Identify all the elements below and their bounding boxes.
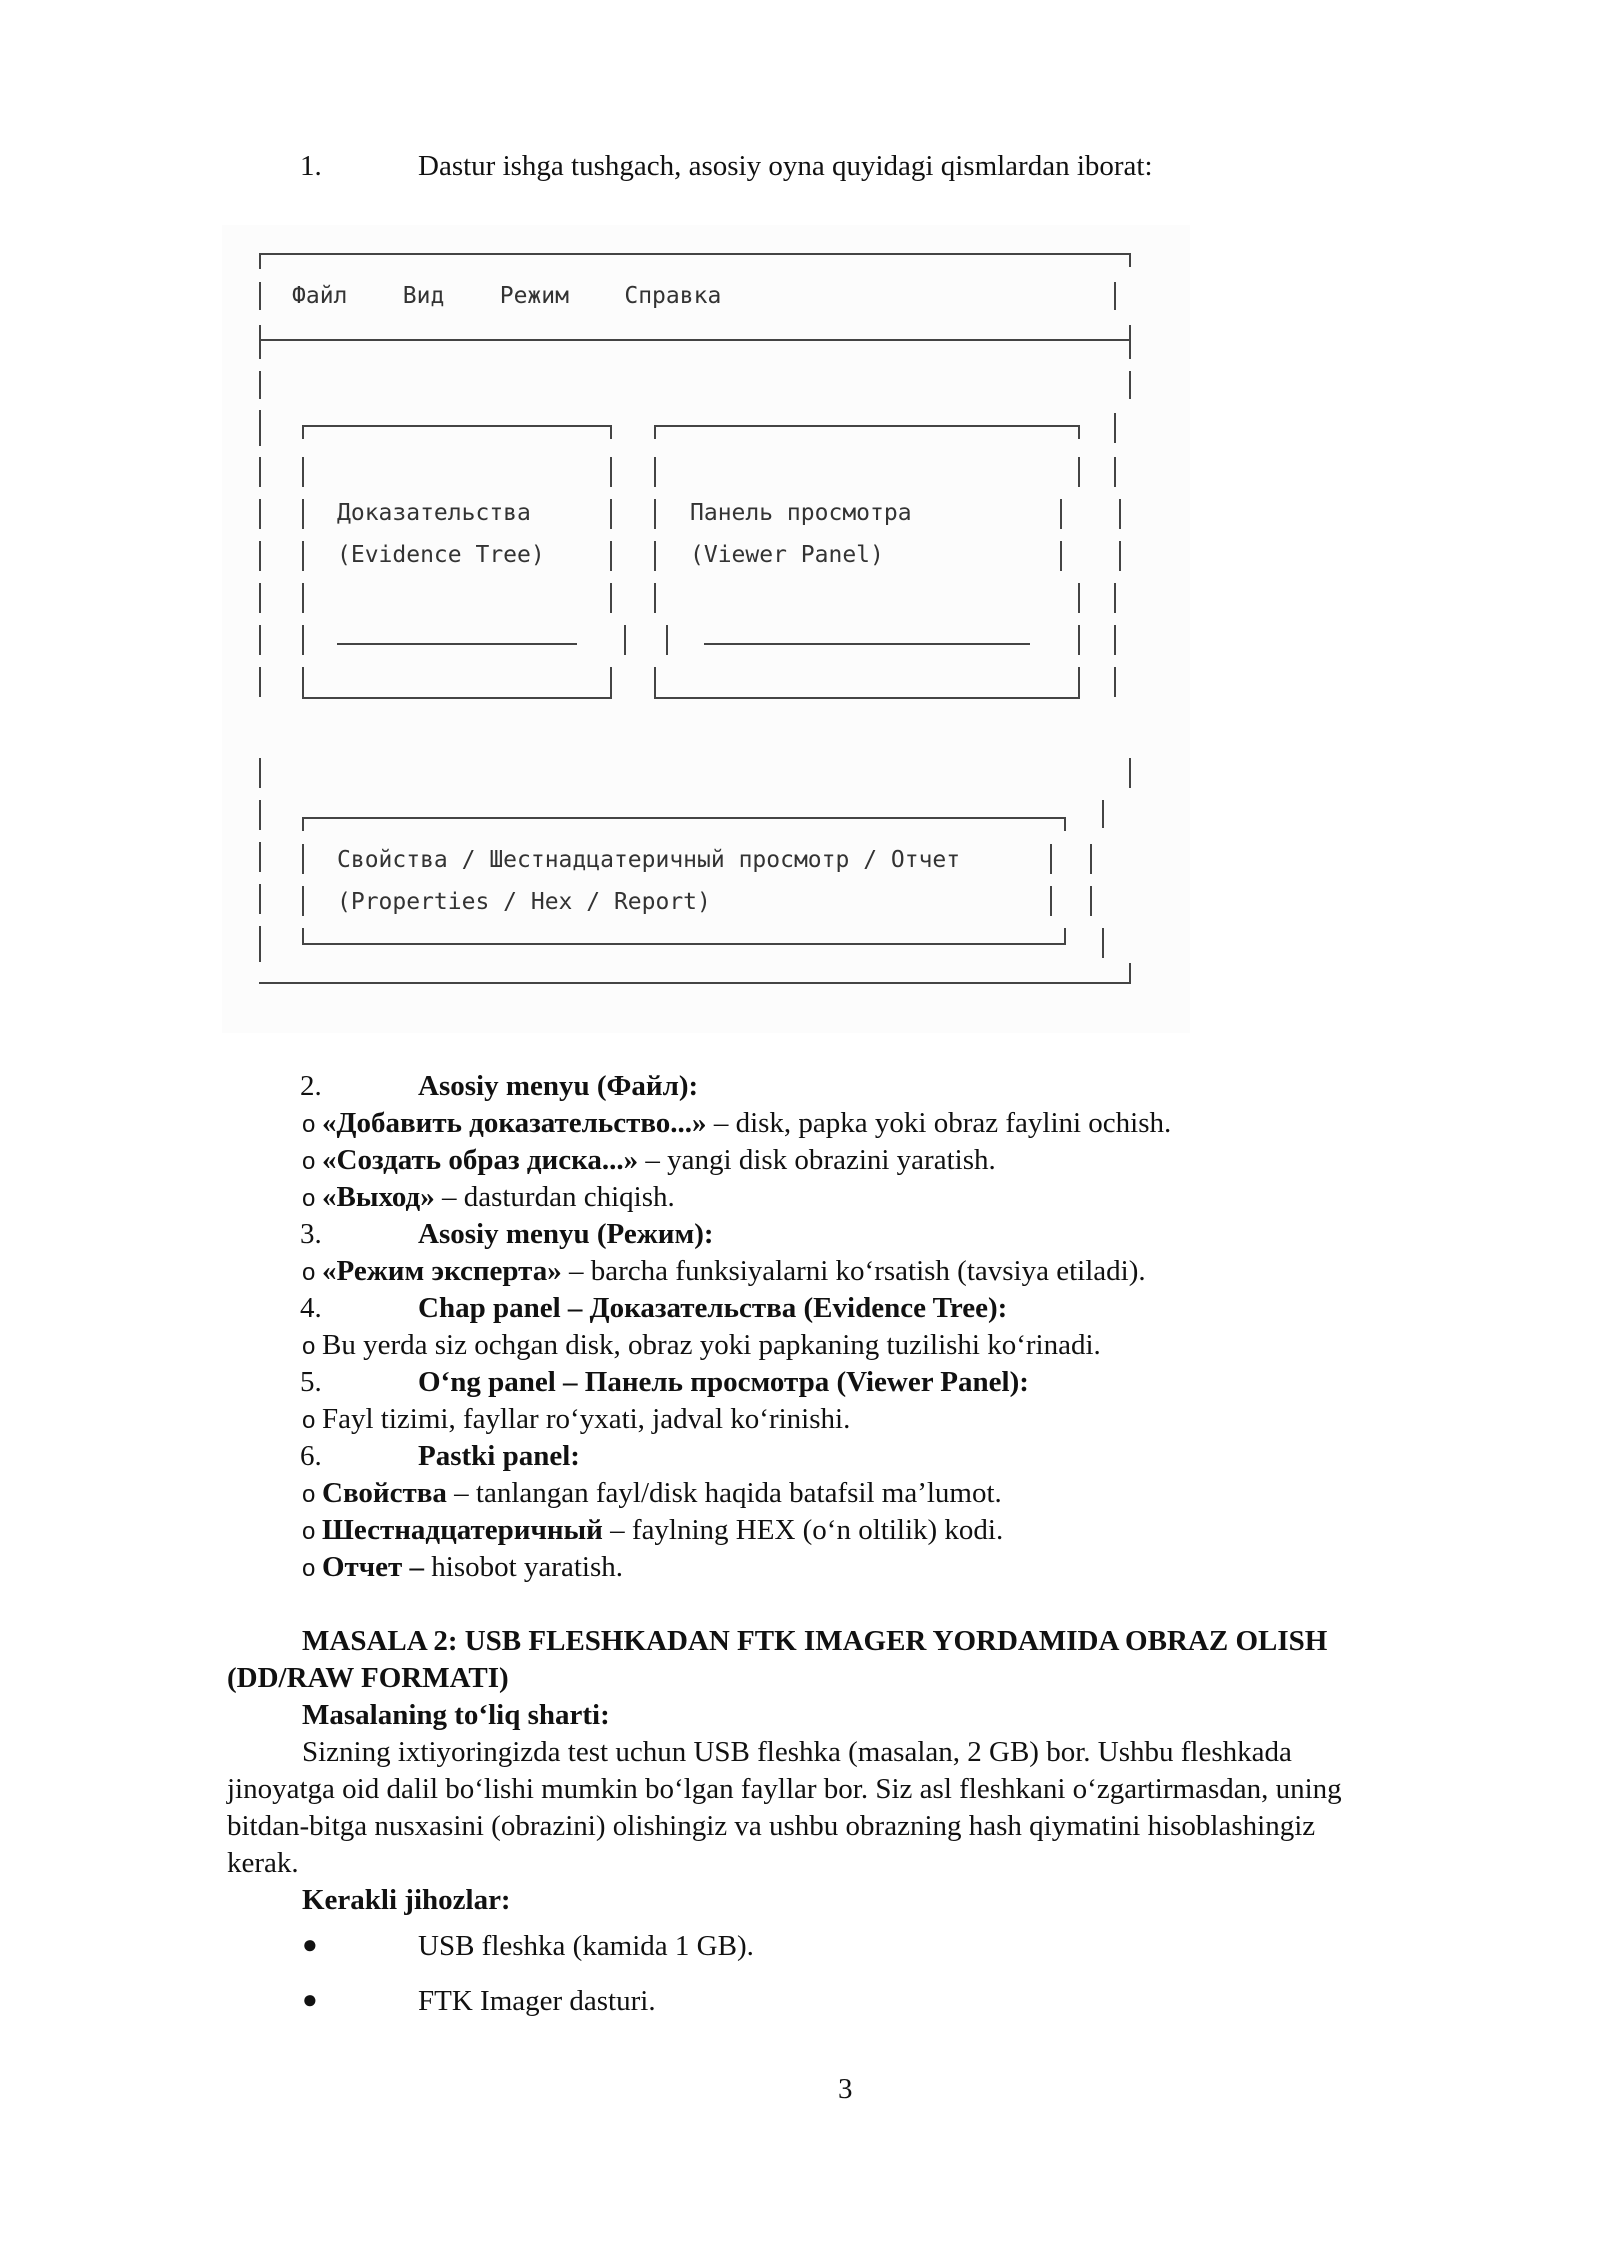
item-text: – faylning HEX (o‘n oltilik) kodi. <box>602 1514 1004 1546</box>
list-item <box>302 1551 623 1584</box>
step-number: 1. <box>300 150 322 182</box>
item-text: Bu yerda siz ochgan disk, obraz yoki papkaning tuzilishi ko‘rinadi. <box>322 1329 1101 1361</box>
section-number: 4. <box>300 1292 322 1324</box>
bullet-dot-icon: ● <box>302 1930 318 1959</box>
section-number: 3. <box>300 1218 322 1250</box>
task-heading-continued: (DD/RAW FORMATI) <box>227 1662 509 1694</box>
section-title: Pastki panel: <box>418 1440 580 1472</box>
bullet-o: o <box>302 1111 316 1138</box>
viewer-panel-title: Панель просмотра <box>690 500 912 526</box>
viewer-panel-subtitle: (Viewer Panel) <box>690 542 884 568</box>
section-title: Asosiy menyu (Режим): <box>418 1218 714 1250</box>
bullet-o: o <box>302 1518 316 1545</box>
bullet-o: o <box>302 1333 316 1360</box>
item-bold: «Создать образ диска...» <box>322 1144 639 1176</box>
bullet-o: o <box>302 1555 316 1582</box>
evidence-tree-title: Доказательства <box>337 500 531 526</box>
item-text: – dasturdan chiqish. <box>434 1181 675 1213</box>
section-number: 2. <box>300 1070 322 1102</box>
item-text: – yangi disk obrazini yaratish. <box>638 1144 996 1176</box>
item-text: hisobot yaratish. <box>424 1551 623 1583</box>
section-number: 6. <box>300 1440 322 1472</box>
item-text: – tanlangan fayl/disk haqida batafsil ma’lumot. <box>446 1477 1002 1509</box>
task-heading: MASALA 2: USB FLESHKADAN FTK IMAGER YORDAMIDA OBRAZ OLISH <box>302 1625 1328 1657</box>
task-paragraph-line: bitdan-bitga nusxasini (obrazini) olishingiz va ushbu obrazning hash qiymatini hisoblashingiz <box>227 1810 1316 1842</box>
list-item <box>302 1107 1171 1140</box>
item-text: – disk, papka yoki obraz faylini ochish. <box>706 1107 1172 1139</box>
section-title: O‘ng panel – Панель просмотра (Viewer Panel): <box>418 1366 1029 1398</box>
menu-mode[interactable]: Режим <box>499 283 569 309</box>
list-item <box>302 1255 1146 1288</box>
item-text: Fayl tizimi, fayllar ro‘yxati, jadval ko‘rinishi. <box>322 1403 851 1435</box>
section-title: Chap panel – Доказательства (Evidence Tree): <box>418 1292 1008 1324</box>
page-number: 3 <box>838 2073 853 2105</box>
task-subheading: Masalaning to‘liq sharti: <box>302 1699 610 1731</box>
menu-file[interactable]: Файл <box>292 283 348 309</box>
bullet-dot-icon: ● <box>302 1985 318 2014</box>
item-bold: Отчет – <box>322 1551 425 1583</box>
properties-panel-subtitle: (Properties / Hex / Report) <box>337 889 711 915</box>
task-paragraph-line: Sizning ixtiyoringizda test uchun USB fleshka (masalan, 2 GB) bor. Ushbu fleshkada <box>302 1736 1292 1768</box>
menu-view[interactable]: Вид <box>402 283 445 309</box>
step-text: Dastur ishga tushgach, asosiy oyna quyidagi qismlardan iborat: <box>418 150 1153 182</box>
bullet-o: o <box>302 1481 316 1508</box>
list-item <box>302 1329 1101 1362</box>
list-item <box>302 1477 1002 1510</box>
item-text: – barcha funksiyalarni ko‘rsatish (tavsiya etiladi). <box>561 1255 1146 1287</box>
list-item <box>302 1403 850 1436</box>
item-bold: «Выход» <box>322 1181 435 1213</box>
menu-bar <box>292 283 721 309</box>
bullet-o: o <box>302 1407 316 1434</box>
section-title: Asosiy menyu (Файл): <box>418 1070 699 1102</box>
equipment-item-text: FTK Imager dasturi. <box>418 1985 656 2017</box>
menu-help[interactable]: Справка <box>624 283 722 309</box>
list-item <box>302 1514 1003 1547</box>
properties-panel-title: Свойства / Шестнадцатеричный просмотр / Отчет <box>337 847 961 873</box>
list-item <box>302 1144 996 1177</box>
item-bold: Свойства <box>322 1477 447 1509</box>
task-paragraph-line: kerak. <box>227 1847 299 1879</box>
list-item <box>302 1181 675 1214</box>
bullet-o: o <box>302 1185 316 1212</box>
bullet-o: o <box>302 1259 316 1286</box>
item-bold: Шестнадцатеричный <box>322 1514 603 1546</box>
section-number: 5. <box>300 1366 322 1398</box>
equipment-heading: Kerakli jihozlar: <box>302 1884 511 1916</box>
evidence-tree-subtitle: (Evidence Tree) <box>337 542 545 568</box>
item-bold: «Режим эксперта» <box>322 1255 562 1287</box>
task-paragraph-line: jinoyatga oid dalil bo‘lishi mumkin bo‘lgan fayllar bor. Siz asl fleshkani o‘zgartirmasdan, uning <box>227 1773 1342 1805</box>
window-diagram <box>222 225 1190 1033</box>
equipment-item-text: USB fleshka (kamida 1 GB). <box>418 1930 754 1962</box>
bullet-o: o <box>302 1148 316 1175</box>
item-bold: «Добавить доказательство...» <box>322 1107 707 1139</box>
